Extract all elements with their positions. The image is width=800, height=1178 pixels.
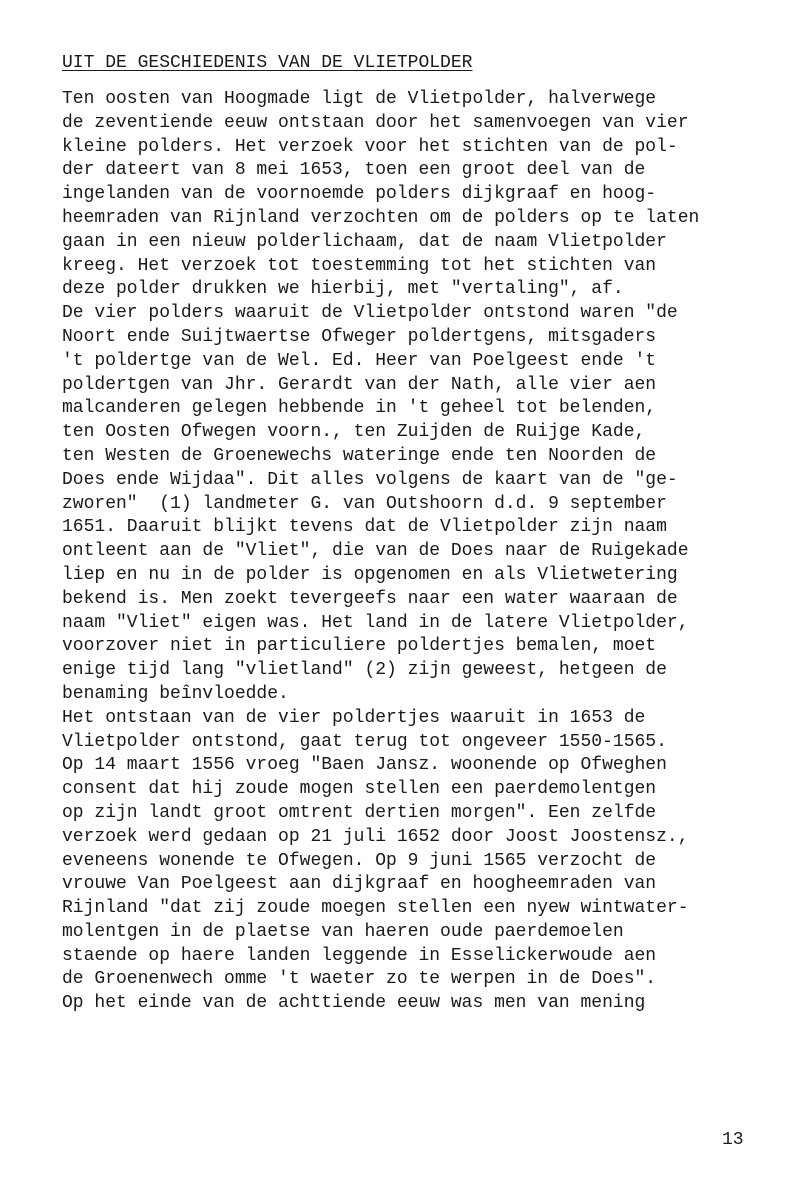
text-line: zworen" (1) landmeter G. van Outshoorn d.d. 9 september (62, 493, 667, 514)
text-line: Het ontstaan van de vier poldertjes waaruit in 1653 de (62, 707, 646, 728)
text-line: gaan in een nieuw polderlichaam, dat de naam Vlietpolder (62, 231, 667, 252)
text-line: der dateert van 8 mei 1653, toen een groot deel van de (62, 160, 646, 181)
text-line: consent dat hij zoude mogen stellen een paerdemolentgen (62, 779, 657, 800)
text-line: Vlietpolder ontstond, gaat terug tot ongeveer 1550-1565. (62, 731, 667, 752)
text-line: De vier polders waaruit de Vlietpolder ontstond waren "de (62, 303, 678, 324)
page-number: 13 (722, 1130, 744, 1150)
text-line: Rijnland "dat zij zoude moegen stellen een nyew wintwater- (62, 898, 689, 919)
text-line: heemraden van Rijnland verzochten om de polders op te laten (62, 207, 700, 228)
article-body (62, 88, 798, 1016)
text-line: Op 14 maart 1556 vroeg "Baen Jansz. woonende op Ofweghen (62, 755, 667, 776)
text-line: verzoek werd gedaan op 21 juli 1652 door Joost Joostensz., (62, 826, 689, 847)
text-line: op zijn landt groot omtrent dertien morgen". Een zelfde (62, 802, 657, 823)
text-line: poldertgen van Jhr. Gerardt van der Nath, alle vier aen (62, 374, 657, 395)
article-heading: UIT DE GESCHIEDENIS VAN DE VLIETPOLDER (62, 53, 473, 73)
text-line: de zeventiende eeuw ontstaan door het samenvoegen van vier (62, 112, 689, 133)
text-line: staende op haere landen leggende in Esselickerwoude aen (62, 945, 657, 966)
text-line: ingelanden van de voornoemde polders dijkgraaf en hoog- (62, 184, 657, 205)
text-line: ontleent aan de "Vliet", die van de Does naar de Ruigekade (62, 541, 689, 562)
text-line: ten Westen de Groenewechs wateringe ende ten Noorden de (62, 445, 657, 466)
text-line: Op het einde van de achttiende eeuw was men van mening (62, 993, 646, 1014)
text-line: bekend is. Men zoekt tevergeefs naar een water waaraan de (62, 588, 678, 609)
text-line: voorzover niet in particuliere poldertjes bemalen, moet (62, 636, 657, 657)
text-line: 't poldertge van de Wel. Ed. Heer van Poelgeest ende 't (62, 350, 657, 371)
text-line: kleine polders. Het verzoek voor het stichten van de pol- (62, 136, 678, 157)
text-line: vrouwe Van Poelgeest aan dijkgraaf en hoogheemraden van (62, 874, 657, 895)
text-line: kreeg. Het verzoek tot toestemming tot het stichten van (62, 255, 657, 276)
text-line: benaming beînvloedde. (62, 683, 289, 704)
text-line: malcanderen gelegen hebbende in 't geheel tot belenden, (62, 398, 657, 419)
text-line: molentgen in de plaetse van haeren oude paerdemoelen (62, 921, 624, 942)
text-line: Noort ende Suijtwaertse Ofweger poldertgens, mitsgaders (62, 326, 657, 347)
text-line: Ten oosten van Hoogmade ligt de Vlietpolder, halverwege (62, 89, 657, 109)
text-line: de Groenenwech omme 't waeter zo te werpen in de Does". (62, 969, 657, 990)
text-line: 1651. Daaruit blijkt tevens dat de Vlietpolder zijn naam (62, 517, 667, 538)
text-line: Does ende Wijdaa". Dit alles volgens de kaart van de "ge- (62, 469, 678, 490)
text-line: ten Oosten Ofwegen voorn., ten Zuijden de Ruijge Kade, (62, 422, 646, 443)
text-line: eveneens wonende te Ofwegen. Op 9 juni 1565 verzocht de (62, 850, 657, 871)
text-line: deze polder drukken we hierbij, met "vertaling", af. (62, 279, 624, 300)
text-line: enige tijd lang "vlietland" (2) zijn geweest, hetgeen de (62, 660, 667, 681)
text-line: naam "Vliet" eigen was. Het land in de latere Vlietpolder, (62, 612, 689, 633)
text-line: liep en nu in de polder is opgenomen en als Vlietwetering (62, 564, 678, 585)
